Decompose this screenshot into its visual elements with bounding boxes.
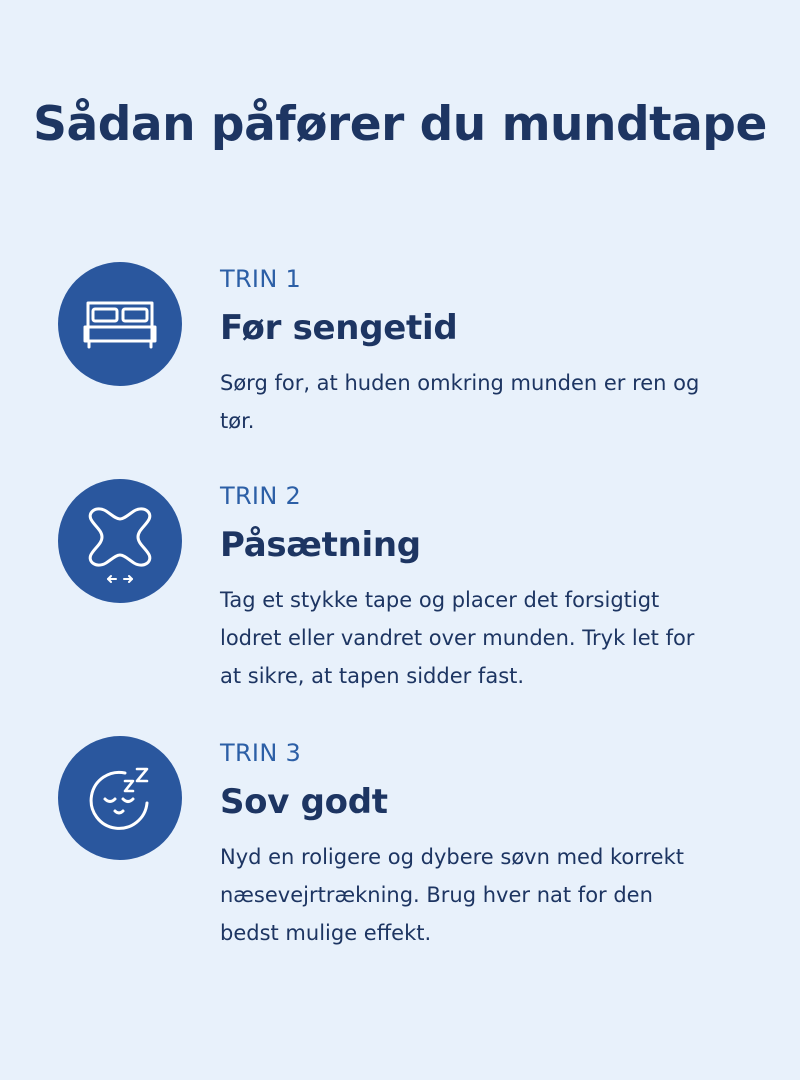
- step-1: [0, 262, 800, 442]
- step-heading: Påsætning: [220, 525, 421, 565]
- step-label: TRIN 1: [220, 265, 302, 293]
- step-description: Sørg for, at huden omkring munden er ren og tør.: [220, 371, 700, 433]
- bed-icon: [58, 262, 182, 386]
- step-label: TRIN 3: [220, 739, 302, 767]
- sleeping-face-icon: [58, 736, 182, 860]
- step-description: Tag et stykke tape og placer det forsigtigt lodret eller vandret over munden. Tryk let for at sikre, at tapen sidder fast.: [220, 588, 695, 688]
- step-heading: Før sengetid: [220, 308, 458, 348]
- step-2: [0, 479, 800, 699]
- step-label: TRIN 2: [220, 482, 302, 510]
- step-3: [0, 736, 800, 956]
- step-description: Nyd en roligere og dybere søvn med korrekt næsevejrtrækning. Brug hver nat for den bedst mulige effekt.: [220, 845, 684, 945]
- page-title: Sådan påfører du mundtape: [33, 97, 767, 153]
- step-heading: Sov godt: [220, 782, 388, 822]
- tape-icon: [58, 479, 182, 603]
